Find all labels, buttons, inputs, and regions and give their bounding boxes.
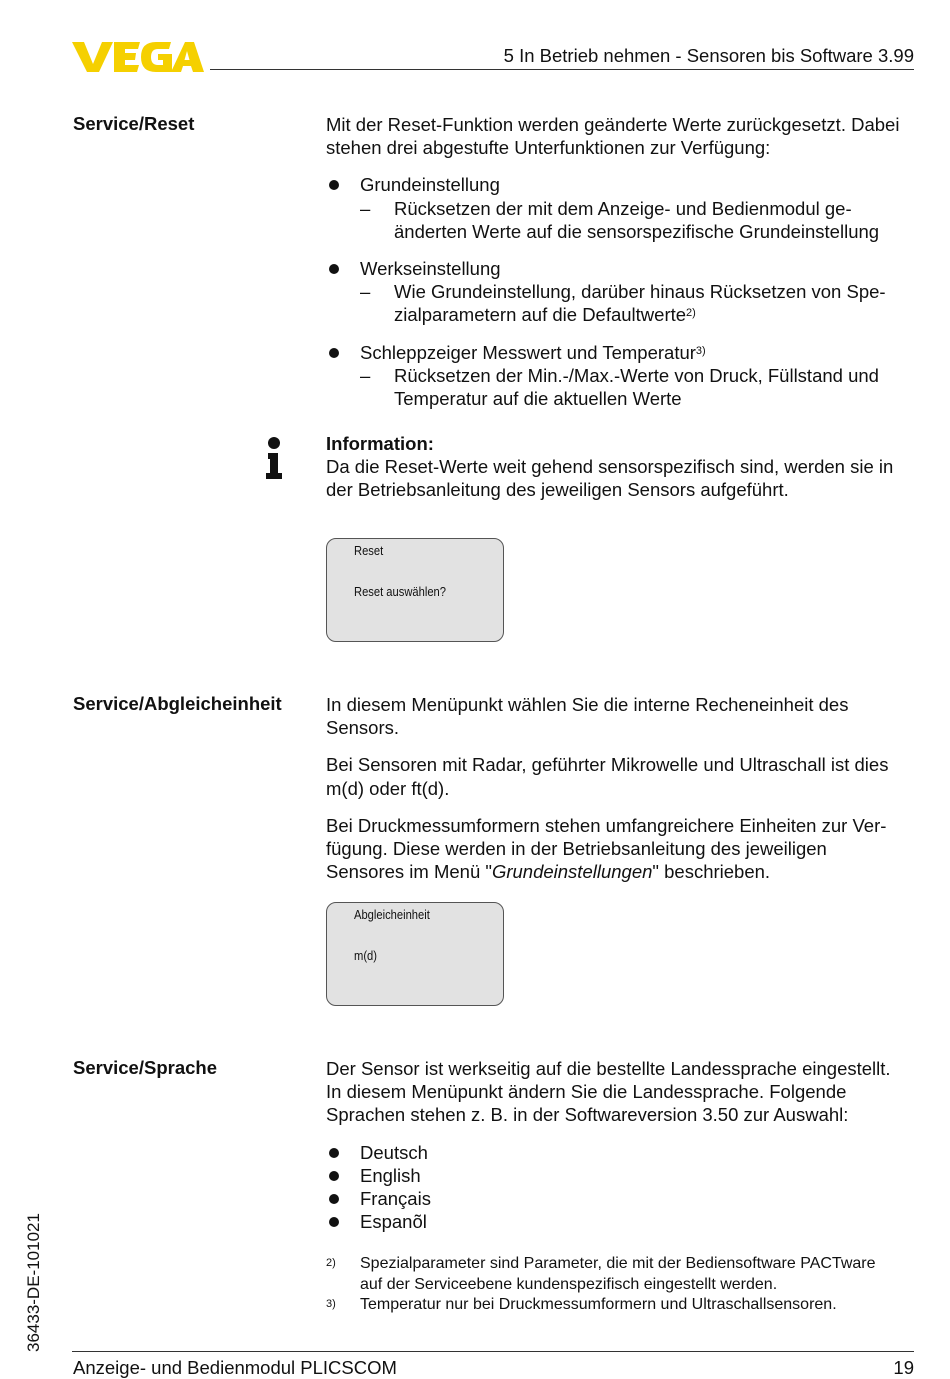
footer-divider xyxy=(72,1351,914,1352)
language-item: Espanõl xyxy=(326,1210,916,1233)
display-line: m(d) xyxy=(354,948,377,963)
dash-icon: – xyxy=(360,281,371,303)
unit-text-line: Bei Sensoren mit Radar, geführter Mikrowelle und Ultraschall ist dies xyxy=(326,754,889,776)
unit-text-line: Sensores im Menü "Grundeinstellungen" beschrieben. xyxy=(326,861,771,883)
page-header-title: 5 In Betrieb nehmen - Sensoren bis Software 3.99 xyxy=(503,45,914,66)
bullet-icon xyxy=(329,264,339,274)
reset-intro-line: stehen drei abgestufte Unterfunktionen zur Verfügung: xyxy=(326,137,771,159)
dash-icon: – xyxy=(360,197,371,219)
document-id: 36433-DE-101021 xyxy=(24,1213,43,1352)
information-title: Information: xyxy=(326,433,434,454)
unit-body xyxy=(326,693,916,883)
reset-option-desc xyxy=(326,280,916,326)
bullet-icon xyxy=(329,348,339,358)
language-text-line: In diesem Menüpunkt ändern Sie die Landessprache. Folgende xyxy=(326,1081,847,1103)
bullet-icon xyxy=(329,180,339,190)
unit-text-line: In diesem Menüpunkt wählen Sie die interne Recheneinheit des xyxy=(326,694,849,715)
display-screen-reset xyxy=(326,538,504,642)
reset-option-desc-line: Wie Grundeinstellung, darüber hinaus Rücksetzen von Spe- xyxy=(394,281,886,303)
display-screen-unit xyxy=(326,902,504,1006)
language-text-line: Der Sensor ist werkseitig auf die bestellte Landessprache eingestellt. xyxy=(326,1058,891,1079)
language-body xyxy=(326,1057,916,1233)
reset-option-label: Grundeinstellung xyxy=(360,174,500,196)
display-line: Abgleicheinheit xyxy=(354,907,430,922)
footnote-mark: 3) xyxy=(326,1298,336,1310)
page-number: 19 xyxy=(893,1357,914,1378)
language-list xyxy=(326,1141,916,1234)
reset-option-desc-line: zialparametern auf die Defaultwerte$^{2)}$ xyxy=(394,304,696,326)
reset-option-desc-line: Rücksetzen der Min.-/Max.-Werte von Druck, Füllstand und xyxy=(394,364,879,386)
bullet-icon xyxy=(329,1194,339,1204)
language-item: Français xyxy=(326,1187,916,1210)
reset-option-label: Werkseinstellung xyxy=(360,258,501,280)
footnote-mark: 2) xyxy=(326,1257,336,1269)
reset-option-desc-line: Rücksetzen der mit dem Anzeige- und Bedienmodul ge- xyxy=(394,197,852,219)
footer-title: Anzeige- und Bedienmodul PLICSCOM xyxy=(73,1357,397,1378)
vega-logo xyxy=(72,40,204,74)
footnote-line: Temperatur nur bei Druckmessumformern und Ultraschallsensoren. xyxy=(360,1296,837,1313)
display-line: Reset xyxy=(354,543,384,558)
language-item: Deutsch xyxy=(326,1141,916,1164)
unit-text-line: Sensors. xyxy=(326,717,400,739)
footnote xyxy=(326,1254,916,1295)
reset-option-desc xyxy=(326,197,916,243)
section-heading-reset: Service/Reset xyxy=(73,113,195,134)
reset-option-desc-line: änderten Werte auf die sensorspezifische Grundeinstellung xyxy=(394,220,880,242)
reset-option-item xyxy=(326,257,916,280)
bullet-icon xyxy=(329,1171,339,1181)
unit-text-line: Bei Druckmessumformern stehen umfangreichere Einheiten zur Ver- xyxy=(326,814,887,836)
info-icon xyxy=(263,436,285,480)
reset-body xyxy=(326,113,916,410)
footnote-line: auf der Serviceebene kundenspezifisch eingestellt werden. xyxy=(360,1275,778,1293)
display-line: Reset auswählen? xyxy=(354,584,446,599)
footnote-ref: 3) xyxy=(695,344,706,357)
unit-text-line: m(d) oder ft(d). xyxy=(326,777,450,799)
unit-text-line: fügung. Diese werden in der Betriebsanleitung des jeweiligen xyxy=(326,838,827,860)
reset-option-label: Schleppzeiger Messwert und Temperatur xyxy=(360,341,696,363)
footnote-ref: 2) xyxy=(686,307,696,320)
dash-icon: – xyxy=(360,364,371,386)
language-item: English xyxy=(326,1164,916,1187)
information-note xyxy=(326,432,916,502)
section-heading-language: Service/Sprache xyxy=(73,1057,217,1078)
information-text-line: der Betriebsanleitung des jeweiligen Sensors aufgeführt. xyxy=(326,479,789,501)
bullet-icon xyxy=(329,1217,339,1227)
reset-option-desc xyxy=(326,364,916,410)
section-heading-unit: Service/Abgleicheinheit xyxy=(73,693,282,714)
menu-name-emphasis: Grundeinstellungen xyxy=(491,861,653,883)
information-text-line: Da die Reset-Werte weit gehend sensorspezifisch sind, werden sie in xyxy=(326,456,894,478)
footnote-line: Spezialparameter sind Parameter, die mit der Bediensoftware PACTware xyxy=(360,1255,876,1272)
header-divider xyxy=(210,69,914,70)
reset-intro-line: Mit der Reset-Funktion werden geänderte Werte zurückgesetzt. Dabei xyxy=(326,114,900,135)
language-text-line: Sprachen stehen z. B. in der Softwareversion 3.50 zur Auswahl: xyxy=(326,1104,849,1126)
reset-option-item xyxy=(326,173,916,196)
reset-option-desc-line: Temperatur auf die aktuellen Werte xyxy=(394,388,682,410)
footnote xyxy=(326,1295,916,1316)
footnotes xyxy=(326,1254,916,1316)
reset-option-item xyxy=(326,341,916,364)
bullet-icon xyxy=(329,1148,339,1158)
